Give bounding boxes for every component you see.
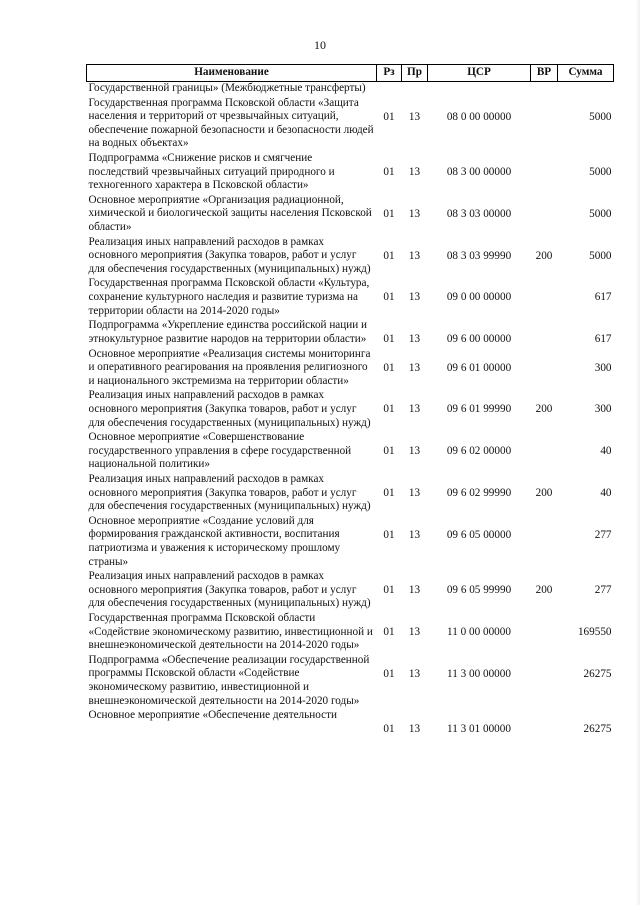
cell-sum: 5000 [589,249,612,262]
cell-csr [428,82,531,97]
header-name: Наименование [87,65,377,82]
cell-csr: 08 3 00 00000 [446,165,512,178]
cell-csr: 09 6 05 99990 [446,584,512,597]
cell-rz: 01 [383,625,395,638]
cell-sum: 277 [594,584,612,597]
table-header [87,65,614,82]
cell-sum: 26275 [583,667,612,680]
cell-vr [531,82,558,97]
cell-csr: 11 3 01 00000 [447,723,511,736]
cell-vr [531,431,558,473]
cell-sum: 40 [600,445,612,458]
table-row [87,152,614,194]
cell-pr: 13 [408,291,421,304]
table-row [87,82,614,97]
cell-name: Государственная программа Псковской области «Защита населения и территорий от чрезвычайных ситуаций, обеспечение пожарной безопасности и безопасности людей на водных объектах» [88,96,374,150]
cell-vr: 200 [535,487,553,500]
cell-rz: 01 [383,667,395,680]
cell-vr: 200 [535,403,553,416]
table-row [87,319,614,348]
cell-sum: 617 [594,291,612,304]
cell-name: Подпрограмма «Обеспечение реализации государственной программы Псковской области «Содействие экономическому развитию, инвестиционной и внешнеэкономической деятельности на 2014-2020 годы» [88,653,370,707]
cell-sum: 169550 [577,625,612,638]
scan-edge [636,0,640,905]
cell-csr: 09 6 01 99990 [446,403,512,416]
cell-pr: 13 [408,723,421,736]
cell-csr: 09 6 00 00000 [446,333,512,346]
header-rz: Рз [377,65,402,82]
cell-name: Реализация иных направлений расходов в рамках основного мероприятия (Закупка товаров, работ и услуг для обеспечения государственных (муниципальных) нужд) [88,235,371,275]
cell-sum: 26275 [583,723,612,736]
cell-pr [402,82,428,97]
header-pr: Пр [402,65,428,82]
cell-sum: 5000 [589,165,612,178]
cell-pr: 13 [408,333,421,346]
cell-csr: 08 3 03 99990 [446,249,512,262]
cell-sum: 277 [594,528,612,541]
cell-pr: 13 [408,165,421,178]
cell-rz: 01 [383,584,395,597]
cell-rz: 01 [383,445,395,458]
cell-name: Основное мероприятие «Совершенствование государственного управления в сфере государственной национальной политики» [88,431,352,471]
cell-rz: 01 [383,528,395,541]
table-row [87,431,614,473]
table-row [87,612,614,654]
cell-vr [531,152,558,194]
table-row [87,348,614,390]
table-body [87,82,614,738]
cell-rz: 01 [383,333,395,346]
table-row [87,654,614,709]
cell-rz: 01 [383,723,395,736]
table-row [87,277,614,319]
cell-rz [377,82,402,97]
table-row [87,236,614,278]
cell-vr [531,709,558,738]
cell-name: Основное мероприятие «Реализация системы мониторинга и оперативного реагирования на проявления религиозного и национального экстремизма на территории области» [88,347,371,387]
cell-name: Реализация иных направлений расходов в рамках основного мероприятия (Закупка товаров, работ и услуг для обеспечения государственных (муниципальных) нужд) [88,389,371,429]
cell-name: Государственная программа Псковской области «Культура, сохранение культурного наследия и развитие туризма на территории области на 2014-2020 годы» [88,277,370,317]
cell-csr: 09 6 01 00000 [446,361,512,374]
cell-pr: 13 [408,528,421,541]
cell-vr [531,515,558,570]
cell-csr: 09 6 05 00000 [446,528,512,541]
cell-pr: 13 [408,110,421,123]
cell-name: Подпрограмма «Укрепление единства российской нации и этнокультурное развитие народов на территории области» [88,319,368,345]
header-vr: ВР [531,65,558,82]
cell-vr [531,612,558,654]
cell-name: Государственная программа Псковской области «Содействие экономическому развитию, инвестиционной и внешнеэкономической деятельности на 2014-2020 годы» [88,611,373,652]
cell-name: Реализация иных направлений расходов в рамках основного мероприятия (Закупка товаров, работ и услуг для обеспечения государственных (муниципальных) нужд) [88,473,371,513]
cell-pr: 13 [408,584,421,597]
cell-vr [531,348,558,390]
cell-pr: 13 [408,207,421,220]
cell-vr [531,319,558,348]
cell-vr [531,654,558,709]
cell-name: Государственной границы» (Межбюджетные трансферты) [88,82,366,94]
cell-rz: 01 [383,165,395,178]
cell-name: Основное мероприятие «Обеспечение деятельности [88,709,337,722]
header-sum: Сумма [558,65,614,82]
cell-csr: 08 0 00 00000 [446,110,512,123]
cell-csr: 09 6 02 99990 [446,487,512,500]
cell-name: Реализация иных направлений расходов в рамках основного мероприятия (Закупка товаров, работ и услуг для обеспечения государственных (муниципальных) нужд) [88,570,371,610]
table-row [87,515,614,570]
cell-csr: 09 0 00 00000 [446,291,512,304]
cell-pr: 13 [408,625,421,638]
page-number: 10 [314,38,326,52]
cell-vr: 200 [535,249,553,262]
cell-csr: 11 3 00 00000 [447,667,511,680]
cell-rz: 01 [383,249,395,262]
cell-csr: 09 6 02 00000 [446,445,512,458]
cell-vr [531,97,558,152]
cell-vr: 200 [535,584,553,597]
cell-sum: 5000 [589,110,612,123]
cell-rz: 01 [383,110,395,123]
cell-vr [531,277,558,319]
cell-csr: 08 3 03 00000 [446,207,512,220]
cell-sum: 300 [594,403,612,416]
cell-pr: 13 [408,445,421,458]
table-row [87,473,614,515]
cell-sum: 300 [594,361,612,374]
cell-pr: 13 [408,667,421,680]
cell-sum [558,82,614,97]
cell-rz: 01 [383,207,395,220]
cell-name: Основное мероприятие «Создание условий для формирования гражданской активности, воспитания патриотизма и уважения к историческому прошлому страны» [88,514,341,568]
cell-rz: 01 [383,403,395,416]
header-csr: ЦСР [428,65,531,82]
cell-sum: 617 [594,333,612,346]
cell-pr: 13 [408,249,421,262]
cell-name: Подпрограмма «Снижение рисков и смягчение последствий чрезвычайных ситуаций природного и техногенного характера в Псковской области» [88,151,335,192]
table-row [87,389,614,431]
cell-pr: 13 [408,403,421,416]
cell-sum: 5000 [589,207,612,220]
table-row [87,570,614,612]
budget-table [86,64,614,738]
cell-rz: 01 [383,361,395,374]
table-row [87,194,614,236]
cell-csr: 11 0 00 00000 [447,625,511,638]
cell-name: Основное мероприятие «Организация радиационной, химической и биологической защиты населения Псковской области» [88,193,372,233]
table-row [87,97,614,152]
cell-pr: 13 [408,487,421,500]
table-row [87,709,614,738]
cell-sum: 40 [600,487,612,500]
cell-rz: 01 [383,487,395,500]
cell-pr: 13 [408,361,421,374]
cell-rz: 01 [383,291,395,304]
cell-vr [531,194,558,236]
